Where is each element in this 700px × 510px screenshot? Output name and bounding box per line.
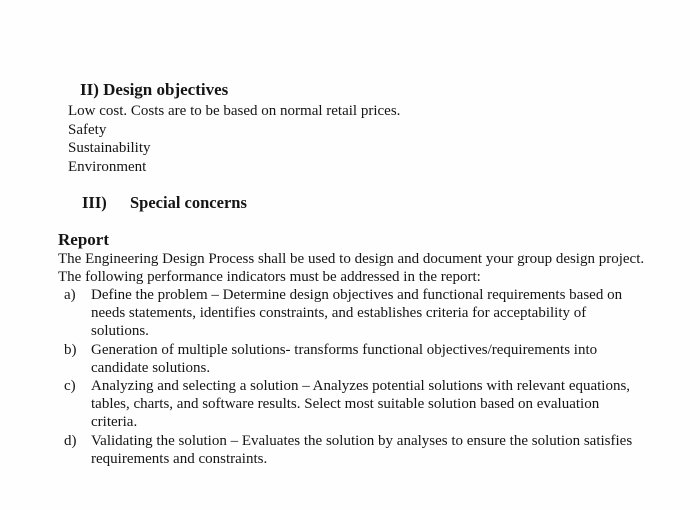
performance-indicators-list [64,286,644,468]
objective-item: Low cost. Costs are to be based on normal retail prices. [68,103,401,119]
section-title: Special concerns [130,193,247,212]
objective-item: Safety [68,121,107,138]
list-marker: d) [64,432,77,449]
section-number: III) [82,193,107,212]
objective-item: Sustainability [68,140,151,156]
indicator-text: Validating the solution – Evaluates the solution by analyses to ensure the solution satisfies requirements and constraints. [91,432,633,467]
indicator-item-analyzing [64,377,644,432]
indicator-item-validating [64,432,644,468]
indicator-item-define-problem [64,286,644,341]
list-marker: a) [64,287,76,303]
objective-item: Environment [68,158,147,175]
special-concerns-heading [82,193,247,213]
indicator-text: Analyzing and selecting a solution – Analyzes potential solutions with relevant equations, tables, charts, and software results. Select most suitable solution based on evaluation criteria. [91,378,631,431]
report-intro-paragraph: The Engineering Design Process shall be used to design and document your group design project. The following performance indicators must be addressed in the report: [58,251,645,286]
list-marker: c) [64,378,76,395]
report-heading: Report [58,230,109,249]
indicator-item-generation [64,341,644,377]
list-marker: b) [64,341,77,358]
indicator-text: Define the problem – Determine design objectives and functional requirements based on needs statements, identifies constraints, and establishes criteria for acceptability of solutions. [91,287,623,340]
design-objectives-heading: II) Design objectives [80,80,229,99]
design-objectives-list [68,102,400,176]
indicator-text: Generation of multiple solutions- transforms functional objectives/requirements into candidate solutions. [91,341,598,376]
